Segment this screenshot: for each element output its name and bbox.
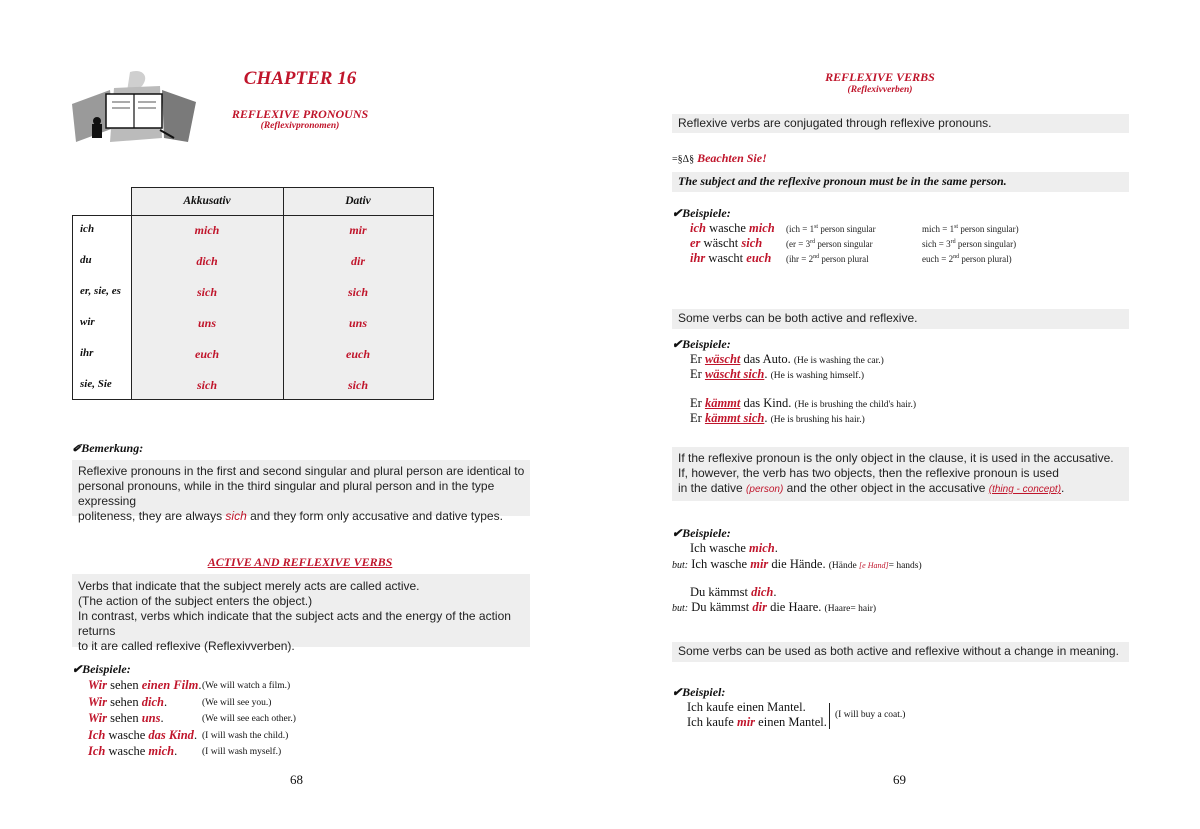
check-icon: ✔ xyxy=(672,206,683,220)
active-reflexive-line: Er kämmt sich. (He is brushing his hair.) xyxy=(690,411,865,425)
conjugation-note-subject: (ihr = 2nd person plural xyxy=(786,254,869,264)
ex3-heading: ✔Beispiele: xyxy=(672,526,731,540)
active-reflexive-title: ACTIVE AND REFLEXIVE VERBS xyxy=(207,555,393,569)
page-number-left: 68 xyxy=(290,772,303,787)
table-row-label: wir xyxy=(80,316,95,328)
example-gloss: (We will watch a film.) xyxy=(202,681,291,691)
ex3-line-3: Du kämmst dich. xyxy=(690,585,777,599)
table-cell-akkusativ: sich xyxy=(196,285,217,299)
check-icon: ✔ xyxy=(672,337,683,351)
table-cell-akkusativ: uns xyxy=(197,316,217,330)
table-row-label: ihr xyxy=(80,347,94,359)
check-icon: ✔ xyxy=(672,526,683,540)
conjugation-line: ich wasche mich xyxy=(690,221,775,235)
table-cell-akkusativ: mich xyxy=(194,223,220,237)
conjugation-note-pronoun: sich = 3rd person singular) xyxy=(922,239,1017,249)
conjugation-note-subject: (er = 3rd person singular xyxy=(786,239,873,249)
reflexive-verbs-subtitle: (Reflexivverben) xyxy=(847,85,913,95)
section-subtitle: (Reflexivpronomen) xyxy=(260,121,340,131)
ex4-line-1: Ich kaufe einen Mantel. xyxy=(687,700,806,714)
ex3-line-2: but: Ich wasche mir die Hände. (Hände [e Hand]= hands) xyxy=(672,557,922,571)
example-gloss: (We will see you.) xyxy=(202,697,272,708)
ex1-heading: ✔Beispiele: xyxy=(672,206,731,220)
example-gloss: (I will wash myself.) xyxy=(202,747,282,757)
active-reflexive-line: Er wäscht sich. (He is washing himself.) xyxy=(690,367,864,381)
examples-heading: ✔Beispiele: xyxy=(72,662,131,676)
rule-box: The subject and the reflexive pronoun must be in the same person. xyxy=(672,172,1129,192)
example-line: Ich wasche mich. xyxy=(88,744,178,758)
check-icon: ✔ xyxy=(72,662,83,676)
table-row-label: sie, Sie xyxy=(80,378,112,390)
pronoun-table xyxy=(72,187,433,399)
table-cell-dativ: euch xyxy=(346,347,370,361)
table-cell-akkusativ: dich xyxy=(196,254,218,268)
intro-box: Reflexive verbs are conjugated through reflexive pronouns. xyxy=(672,114,1129,133)
book-illustration xyxy=(70,68,200,150)
table-row-label: du xyxy=(80,254,92,266)
reflexive-verbs-title: REFLEXIVE VERBS xyxy=(825,70,935,84)
table-cell-dativ: sich xyxy=(347,378,368,392)
same-meaning-box: Some verbs can be used as both active and reflexive without a change in meaning. xyxy=(672,642,1129,662)
example-line: Wir sehen einen Film. xyxy=(88,678,202,692)
ex2-heading: ✔Beispiele: xyxy=(672,337,731,351)
conjugation-line: er wäscht sich xyxy=(690,236,763,250)
example-line: Wir sehen dich. xyxy=(88,694,168,709)
ex4-line-2: Ich kaufe mir einen Mantel. xyxy=(687,715,827,729)
active-reflexive-line: Er kämmt das Kind. (He is brushing the child's hair.) xyxy=(690,396,917,410)
ex4-gloss: (I will buy a coat.) xyxy=(835,710,906,720)
table-cell-dativ: mir xyxy=(349,223,367,237)
table-cell-akkusativ: euch xyxy=(195,347,219,361)
bell-icon: =§Δ§ xyxy=(672,154,695,165)
page-number-right: 69 xyxy=(893,772,906,787)
example-line: Ich wasche das Kind. xyxy=(88,727,198,742)
example-gloss: (We will see each other.) xyxy=(202,714,296,724)
table-cell-dativ: sich xyxy=(347,285,368,299)
attention-line: =§Δ§ Beachten Sie! xyxy=(672,151,767,165)
table-row-label: er, sie, es xyxy=(80,285,121,297)
example-gloss: (I will wash the child.) xyxy=(202,730,289,741)
table-cell-akkusativ: sich xyxy=(196,378,217,392)
conjugation-note-pronoun: euch = 2nd person plural) xyxy=(922,254,1012,264)
table-row-label: ich xyxy=(80,223,95,235)
accusative-box: If the reflexive pronoun is the only object in the clause, it is used in the accusative. If, however, the verb has two objects, then the reflexive pronoun is used in the dative (person) and the other object in the accusative (thing - concept). xyxy=(672,447,1129,501)
section-title: REFLEXIVE PRONOUNS xyxy=(231,107,369,121)
remark-heading: ✐Bemerkung: xyxy=(72,441,144,455)
conjugation-note-subject: (ich = 1st person singular xyxy=(786,224,876,234)
ex4-bracket xyxy=(829,703,830,729)
ex4-heading: ✔Beispiel: xyxy=(672,685,726,699)
remark-box: Reflexive pronouns in the first and second singular and plural person are identical to personal pronouns, while in the third singular and plural person and in the type expressing politeness, they are always sich and they form only accusative and dative types. xyxy=(72,460,530,516)
pen-icon: ✐ xyxy=(72,443,82,455)
example-line: Wir sehen uns. xyxy=(88,711,164,725)
both-box: Some verbs can be both active and reflexive. xyxy=(672,309,1129,329)
table-cell-dativ: uns xyxy=(348,316,368,330)
ex3-line-1: Ich wasche mich. xyxy=(690,541,778,555)
chapter-title: CHAPTER 16 xyxy=(243,68,357,89)
header-akkusativ: Akkusativ xyxy=(183,195,231,207)
ex3-line-4: but: Du kämmst dir die Haare. (Haare= hair) xyxy=(672,600,877,614)
header-dativ: Dativ xyxy=(345,195,371,207)
active-reflexive-line: Er wäscht das Auto. (He is washing the car.) xyxy=(690,352,884,366)
conjugation-line: ihr wascht euch xyxy=(690,251,772,265)
check-icon: ✔ xyxy=(672,685,683,699)
conjugation-note-pronoun: mich = 1st person singular) xyxy=(922,224,1019,234)
table-cell-dativ: dir xyxy=(350,254,365,268)
active-box: Verbs that indicate that the subject merely acts are called active. (The action of the subject enters the object.) In contrast, verbs which indicate that the subject acts and the energy of the action returns to it are called reflexive (Reflexivverben). xyxy=(72,574,530,647)
